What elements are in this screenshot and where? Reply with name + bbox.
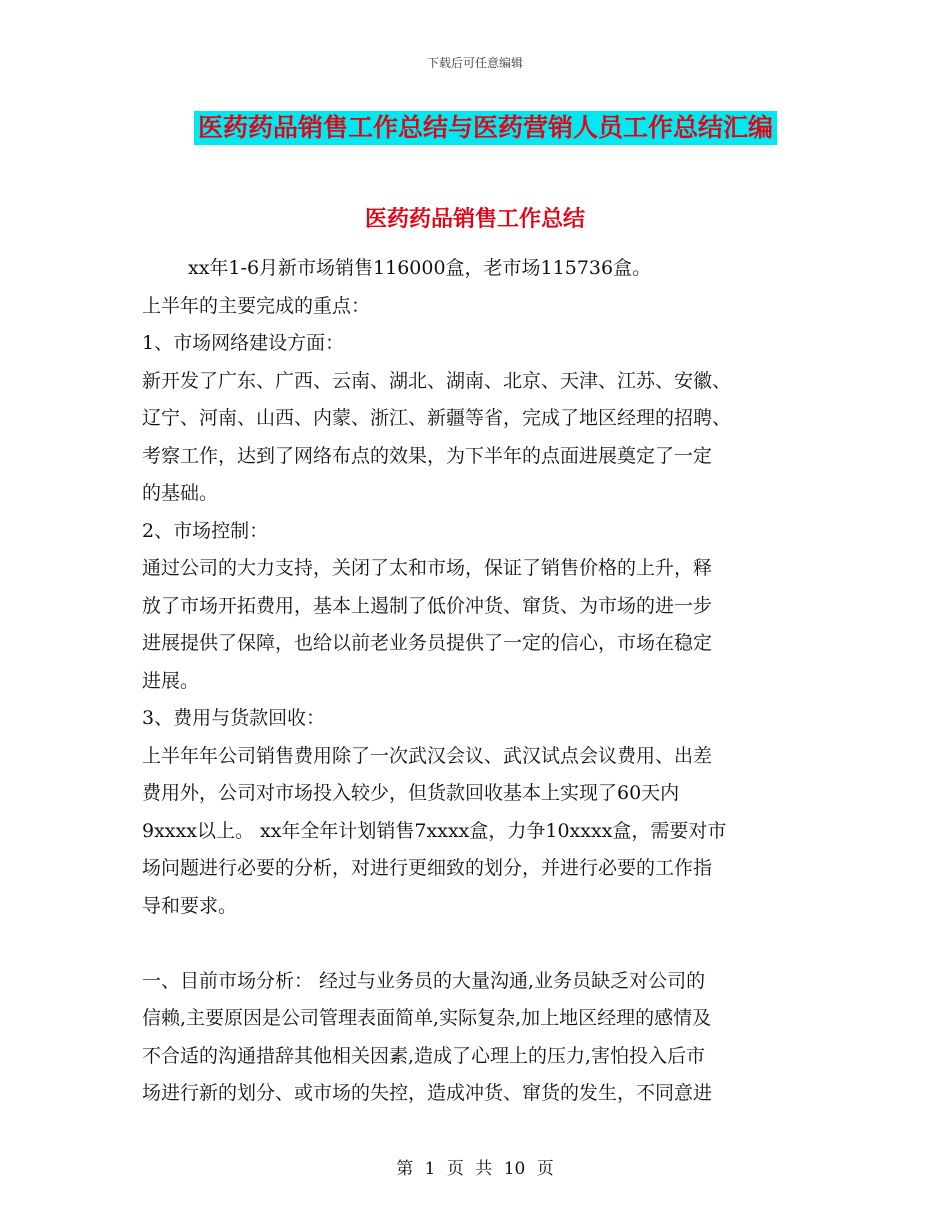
paragraph-line: 通过公司的大力支持，关闭了太和市场，保证了销售价格的上升，释 — [142, 557, 713, 579]
paragraph-line: 进展。 — [142, 669, 200, 692]
paragraph-line: 费用外，公司对市场投入较少，但货款回收基本上实现了60天内 — [142, 782, 680, 804]
header-note: 下载后可任意编辑 — [426, 56, 523, 70]
paragraph-line: 导和要求。 — [142, 894, 238, 917]
paragraph-gap — [142, 925, 812, 963]
paragraph-line: 3、费用与货款回收： — [142, 707, 326, 729]
paragraph-line: 9xxxx以上。 xx年全年计划销售7xxxx盒，力争10xxxx盒，需要对市 — [142, 819, 727, 842]
section-title: 医药药品销售工作总结 — [364, 207, 585, 232]
paragraph-line: 进展提供了保障，也给以前老业务员提供了一定的信心，市场在稳定 — [142, 632, 713, 654]
paragraph-line: 考察工作，达到了网络布点的效果，为下半年的点面进展奠定了一定 — [142, 444, 713, 467]
paragraph-line: 1、市场网络建设方面： — [142, 332, 345, 354]
paragraph-line: 上半年年公司销售费用除了一次武汉会议、武汉试点会议费用、出差 — [142, 744, 713, 767]
document-body — [142, 250, 812, 1113]
paragraph-line: 的基础。 — [142, 482, 219, 504]
paragraph-line: 一、目前市场分析： 经过与业务员的大量沟通,业务员缺乏对公司的 — [142, 969, 706, 992]
page-footer: 第 1 页 共 10 页 — [396, 1159, 554, 1179]
paragraph-line: 上半年的主要完成的重点： — [142, 294, 371, 317]
document-title: 医药药品销售工作总结与医药营销人员工作总结汇编 — [194, 111, 777, 145]
paragraph-line: xx年1-6月新市场销售116000盒，老市场115736盒。 — [188, 257, 652, 279]
paragraph-line: 不合适的沟通措辞其他相关因素,造成了心理上的压力,害怕投入后市 — [142, 1044, 706, 1067]
paragraph-line: 场进行新的划分、或市场的失控，造成冲货、窜货的发生，不同意进 — [142, 1082, 713, 1104]
paragraph-line: 信赖,主要原因是公司管理表面简单,实际复杂,加上地区经理的感情及 — [142, 1007, 712, 1029]
paragraph-line: 场问题进行必要的分析，对进行更细致的划分，并进行必要的工作指 — [142, 857, 713, 879]
paragraph-line: 辽宁、河南、山西、内蒙、浙江、新疆等省，完成了地区经理的招聘、 — [142, 407, 732, 429]
paragraph-line: 2、市场控制： — [142, 519, 269, 542]
paragraph-line: 新开发了广东、广西、云南、湖北、湖南、北京、天津、江苏、安徽、 — [142, 369, 732, 392]
paragraph-line: 放了市场开拓费用，基本上遏制了低价冲货、窜货、为市场的进一步 — [142, 594, 713, 617]
